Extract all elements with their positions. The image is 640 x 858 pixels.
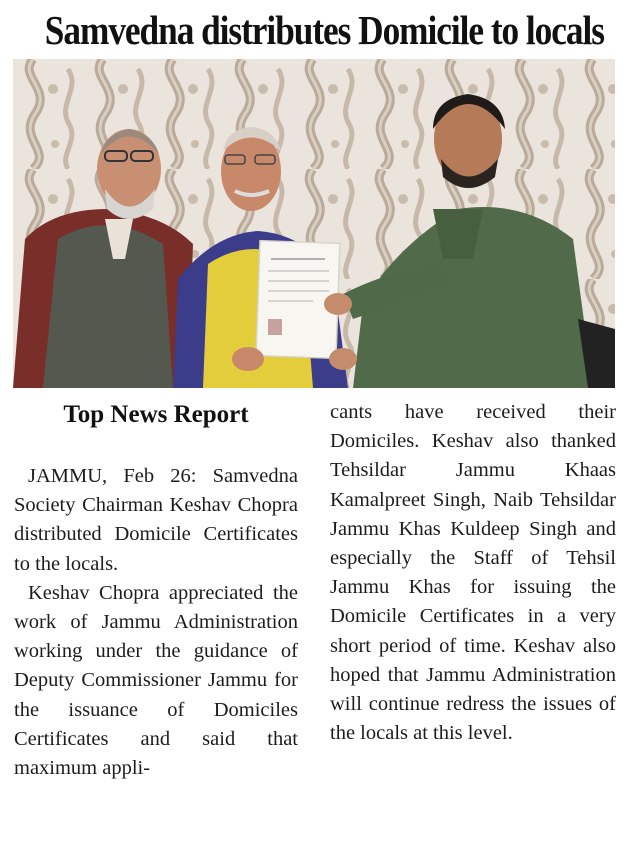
article-column-left [14,462,298,783]
article-paragraph-continued: cants have received their Domiciles. Keshav also thanked Tehsildar Jammu Khaas Kamalpreet Singh, Naib Tehsildar Jammu Khas Kuldeep Singh and especially the Staff of Tehsil Jammu Khas for issuing the Domicile Certificates in a very short period of time. Keshav also hoped that Jammu Administration will continue redress the issues of the locals at this level. [330,401,616,745]
news-photo-illustration [13,59,615,388]
section-heading: Top News Report [63,401,249,428]
headline: Samvedna distributes Domicile to locals [44,7,604,53]
article-column-right [330,398,616,748]
article-paragraph: Keshav Chopra appreciated the work of Jammu Administration working under the guidance of Deputy Commissioner Jammu for the issuance of Domiciles Certificates and said that maximum appli- [14,581,298,780]
article-paragraph-dateline: JAMMU, Feb 26: Samvedna Society Chairman Keshav Chopra distributed Domicile Certificates to the locals. [14,465,298,575]
news-photo [13,59,615,388]
